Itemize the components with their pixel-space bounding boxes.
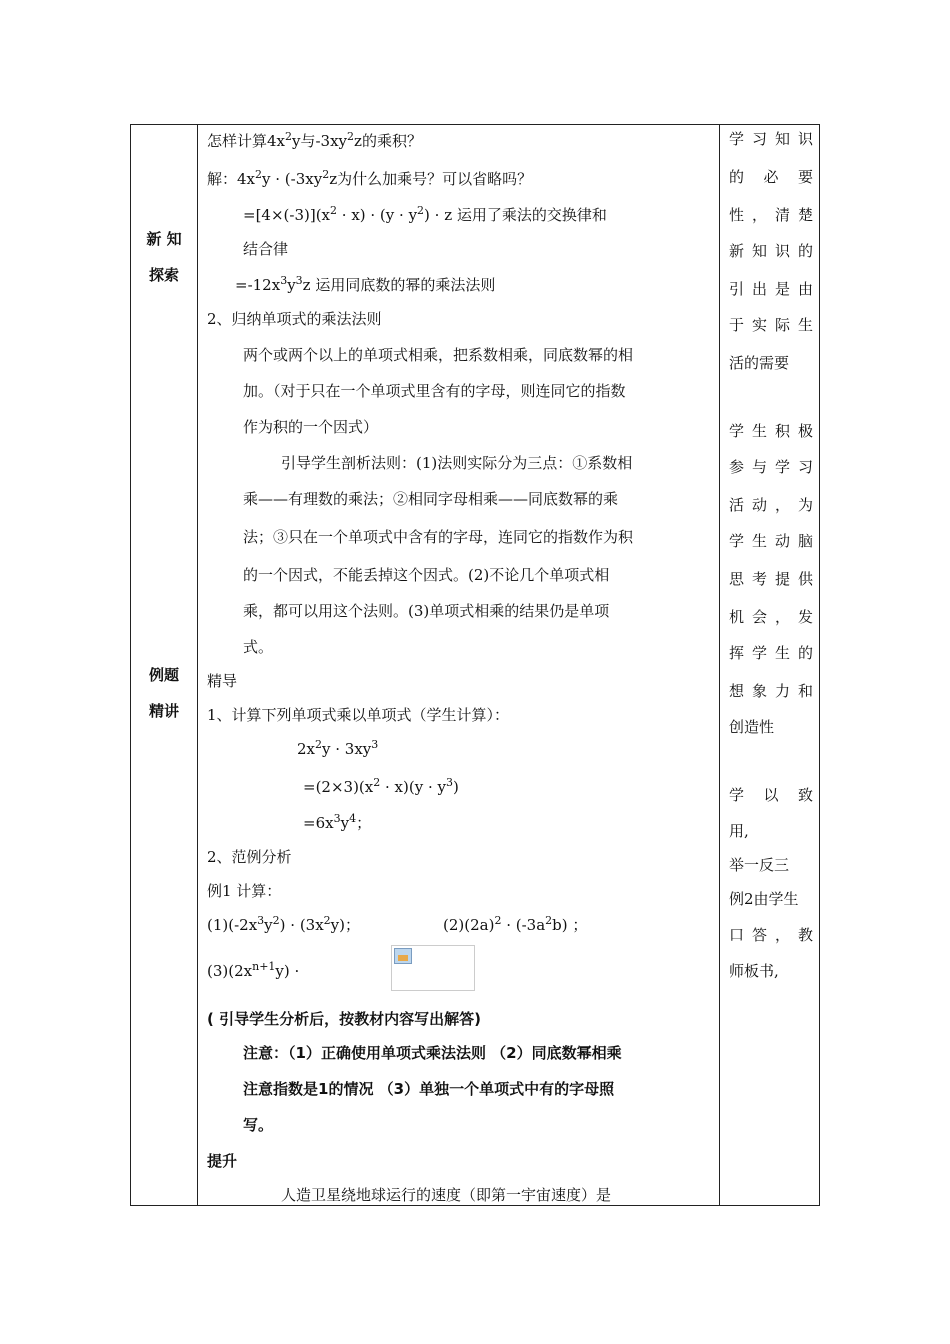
note-line: 想象力和 — [729, 682, 813, 700]
note-line: 创造性 — [729, 718, 775, 736]
note-line: 思考提供 — [729, 570, 813, 588]
rule-text-1: 两个或两个以上的单项式相乘，把系数相乘，同底数幂的相 — [243, 346, 634, 364]
note-line: 口答，教 — [729, 926, 813, 944]
note-line: 活动，为 — [729, 496, 813, 514]
column-divider-left — [197, 125, 198, 1205]
note-line: 性，清楚 — [729, 206, 813, 224]
guide-text-3: 法；③只在一个单项式中含有的字母，连同它的指数作为积 — [243, 528, 634, 546]
note-line: 机会，发 — [729, 608, 813, 626]
satellite-text: 人造卫星绕地球运行的速度（即第一宇宙速度）是 — [281, 1186, 612, 1204]
solution-line-2b: 结合律 — [243, 240, 289, 258]
attention-line-3: 写。 — [243, 1116, 274, 1134]
example-1-title: 例1 计算： — [207, 882, 282, 900]
guide-text-5: 乘，都可以用这个法则。(3)单项式相乘的结果仍是单项 — [243, 602, 610, 620]
rule-text-3: 作为积的一个因式） — [243, 418, 379, 436]
problem-2: $(2)(2a)^2 \cdot (-3a^2b)$ ； — [443, 914, 588, 934]
exercise-line-3: $=6x^3y^4$； — [303, 812, 372, 832]
note-line: 参与学习 — [729, 458, 813, 476]
guide-text-1: 引导学生剖析法则：(1)法则实际分为三点：①系数相 — [281, 454, 633, 472]
section-label-examples: 例题 精讲 — [148, 666, 179, 720]
note-line: 用, — [729, 822, 749, 840]
guide-text-2: 乘——有理数的乘法；②相同字母相乘——同底数幂的乘 — [243, 490, 619, 508]
column-divider-right — [719, 125, 720, 1205]
attention-line-2: 注意指数是1的情况 （3）单独一个单项式中有的字母照 — [243, 1080, 615, 1098]
rule-text-2: 加。（对于只在一个单项式里含有的字母，则连同它的指数 — [243, 382, 626, 400]
note-line: 例2由学生 — [729, 890, 799, 908]
note-line: 引出是由 — [729, 280, 813, 298]
solution-line-2: $=[4\times(-3)](x^2 \cdot x) \cdot (y \cdot y^2) \cdot z$ 运用了乘法的交换律和 — [243, 204, 607, 224]
note-line: 学 以 致 — [729, 786, 813, 804]
broken-image-placeholder — [391, 945, 475, 991]
attention-line-1: 注意：（1）正确使用单项式乘法法则 （2）同底数幂相乘 — [243, 1044, 622, 1062]
tisheng-heading: 提升 — [207, 1152, 238, 1170]
note-line: 学生动脑 — [729, 532, 813, 550]
question-line: 怎样计算$4x^2y$与$-3xy^2z$的乘积？ — [207, 130, 422, 150]
exercise-title: 1、计算下列单项式乘以单项式（学生计算）： — [207, 706, 510, 724]
solution-line-3: $=-12x^3y^3z$ 运用同底数的幂的乘法法则 — [235, 274, 496, 294]
guide-text-6: 式。 — [243, 638, 274, 656]
note-line: 挥学生的 — [729, 644, 813, 662]
broken-image-icon — [394, 948, 412, 964]
lesson-table — [130, 124, 820, 1206]
note-line: 师板书, — [729, 962, 779, 980]
note-line: 举一反三 — [729, 856, 790, 874]
example-analysis-heading: 2、范例分析 — [207, 848, 292, 866]
note-line: 于实际生 — [729, 316, 813, 334]
section-label-new-knowledge: 新 知 探索 — [146, 230, 182, 284]
note-line: 学习知识 — [729, 130, 813, 148]
jingdao-heading: 精导 — [207, 672, 238, 690]
rule-heading: 2、归纳单项式的乘法法则 — [207, 310, 382, 328]
note-line: 活的需要 — [729, 354, 790, 372]
guide-bold-note: ( 引导学生分析后，按教材内容写出解答) — [207, 1010, 481, 1028]
exercise-line-2: $=(2\times 3)(x^2 \cdot x)(y \cdot y^3)$ — [303, 776, 459, 796]
note-line: 新知识的 — [729, 242, 813, 260]
guide-text-4: 的一个因式，不能丢掉这个因式。(2)不论几个单项式相 — [243, 566, 610, 584]
note-line: 的必要 — [729, 168, 813, 186]
problem-3: $(3)(2x^{n+1}y)$ · — [207, 960, 300, 980]
problem-1: $(1)(-2x^3y^2) \cdot (3x^2y)$； — [207, 914, 360, 934]
exercise-line-1: $2x^2y \cdot 3xy^3$ — [297, 738, 379, 758]
note-line: 学生积极 — [729, 422, 813, 440]
solution-line-1: 解：$4x^2y \cdot (-3xy^2z$为什么加乘号？可以省略吗？ — [207, 168, 533, 188]
